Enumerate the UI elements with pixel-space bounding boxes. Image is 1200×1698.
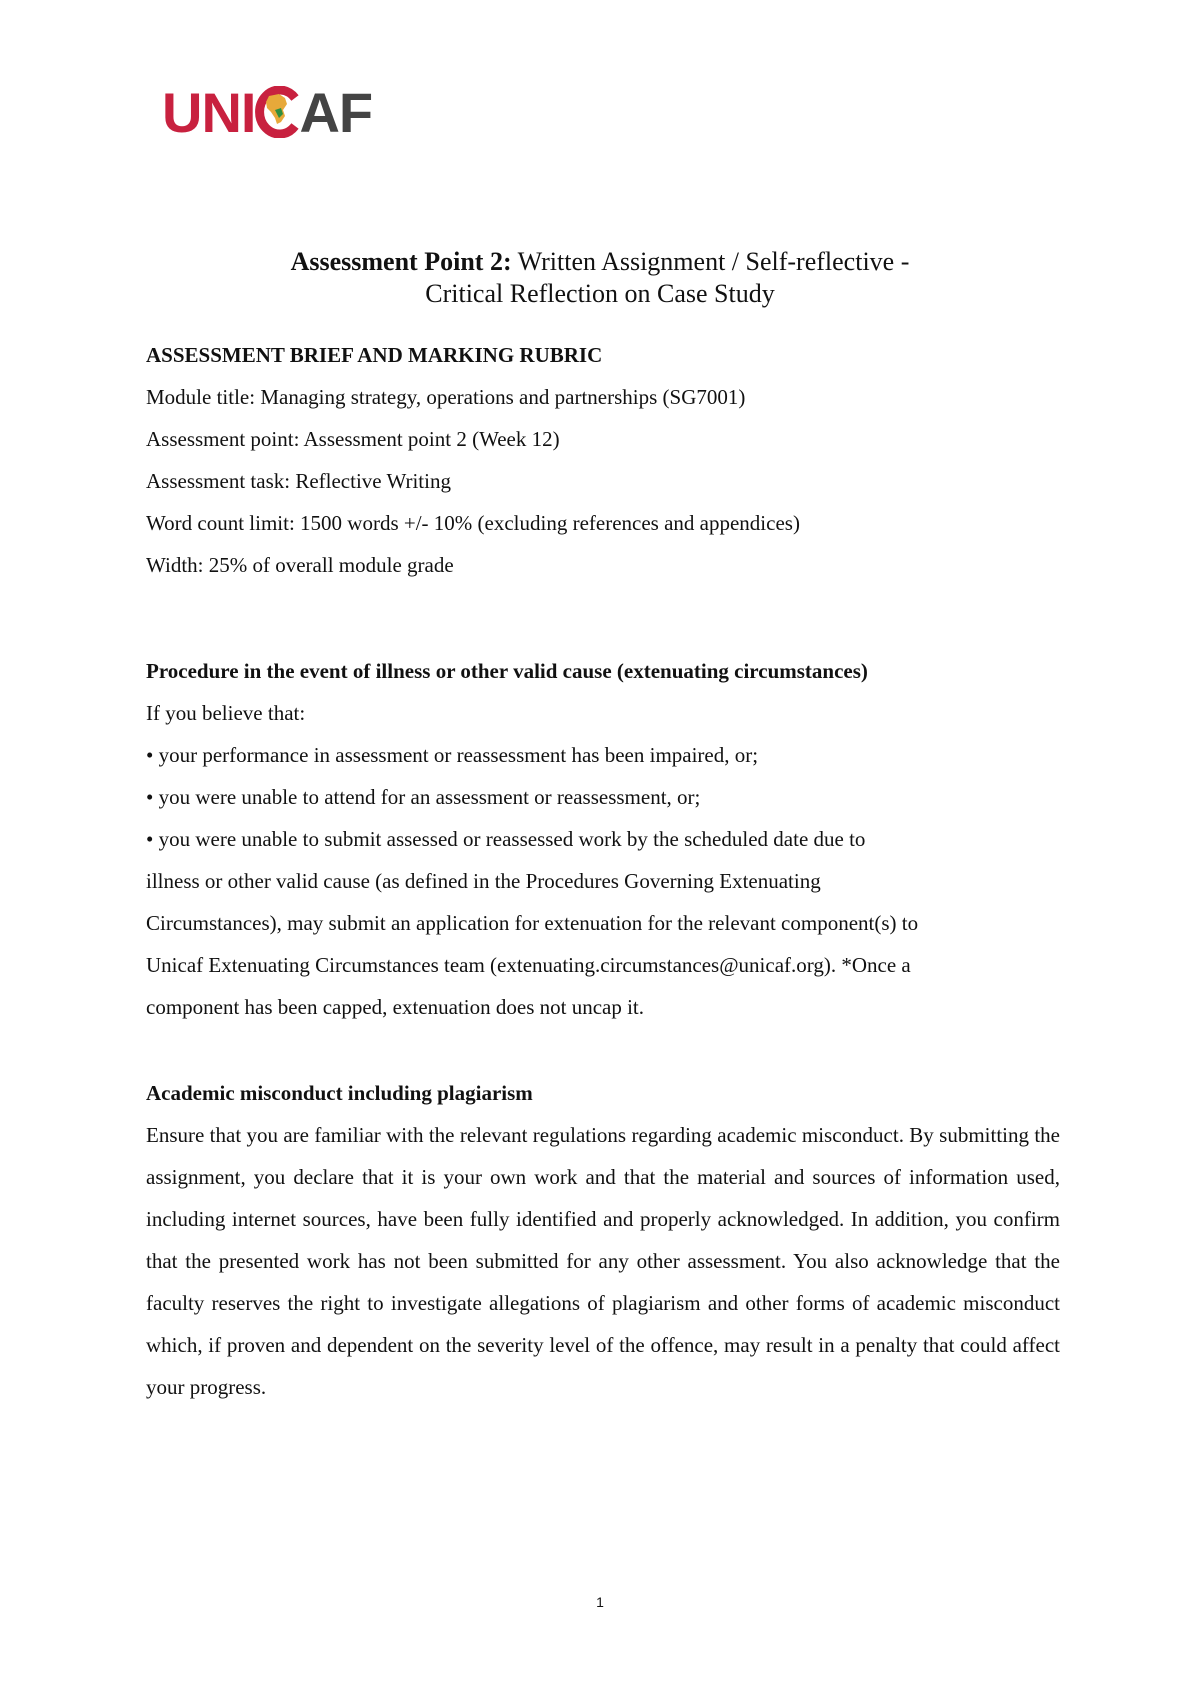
- module-title: Module title: Managing strategy, operations and partnerships (SG7001): [146, 385, 746, 409]
- brief-heading: ASSESSMENT BRIEF AND MARKING RUBRIC: [146, 343, 603, 367]
- procedure-bullet-2: • you were unable to attend for an assessment or reassessment, or;: [146, 785, 701, 809]
- assessment-brief-section: [146, 334, 1060, 586]
- title-line2: Critical Reflection on Case Study: [425, 279, 775, 308]
- procedure-heading: Procedure in the event of illness or other valid cause (extenuating circumstances): [146, 659, 868, 683]
- unicaf-logo: [162, 78, 372, 148]
- procedure-text-line-3: Circumstances), may submit an application for extenuation for the relevant component(s) to: [146, 911, 919, 935]
- procedure-text-line-4: Unicaf Extenuating Circumstances team (extenuating.circumstances@unicaf.org). *Once a: [146, 953, 911, 977]
- page-number: 1: [596, 1594, 604, 1610]
- procedure-text-line-2: illness or other valid cause (as defined in the Procedures Governing Extenuating: [146, 869, 821, 893]
- misconduct-heading: Academic misconduct including plagiarism: [146, 1081, 533, 1105]
- procedure-bullet-1: • your performance in assessment or reassessment has been impaired, or;: [146, 743, 759, 767]
- africa-c-logo-icon: [255, 86, 299, 138]
- assessment-width: Width: 25% of overall module grade: [146, 553, 454, 577]
- procedure-intro: If you believe that:: [146, 701, 306, 725]
- document-title: [0, 246, 1200, 310]
- assessment-task: Assessment task: Reflective Writing: [146, 469, 451, 493]
- procedure-text-line-5: component has been capped, extenuation does not uncap it.: [146, 995, 645, 1019]
- word-count-limit: Word count limit: 1500 words +/- 10% (excluding references and appendices): [146, 511, 800, 535]
- procedure-section: [146, 650, 1060, 1028]
- procedure-bullet-3: • you were unable to submit assessed or reassessed work by the scheduled date due to: [146, 827, 866, 851]
- logo-text-af: AF: [299, 81, 373, 144]
- misconduct-paragraph: Ensure that you are familiar with the relevant regulations regarding academic misconduct. By submitting the assignment, you declare that it is your own work and that the material and sources of information used, including internet sources, have been fully identified and properly acknowledged. In addition, you confirm that the presented work has not been submitted for any other assessment. You also acknowledge that the faculty reserves the right to investigate allegations of plagiarism and other forms of academic misconduct which, if proven and dependent on the severity level of the offence, may result in a penalty that could affect your progress.: [146, 1123, 1060, 1399]
- title-bold-prefix: Assessment Point 2:: [290, 247, 512, 276]
- assessment-point: Assessment point: Assessment point 2 (Week 12): [146, 427, 560, 451]
- misconduct-section: [146, 1072, 1060, 1408]
- title-line1-rest: Written Assignment / Self-reflective -: [511, 247, 910, 276]
- logo-text-uni: UNI: [162, 81, 256, 144]
